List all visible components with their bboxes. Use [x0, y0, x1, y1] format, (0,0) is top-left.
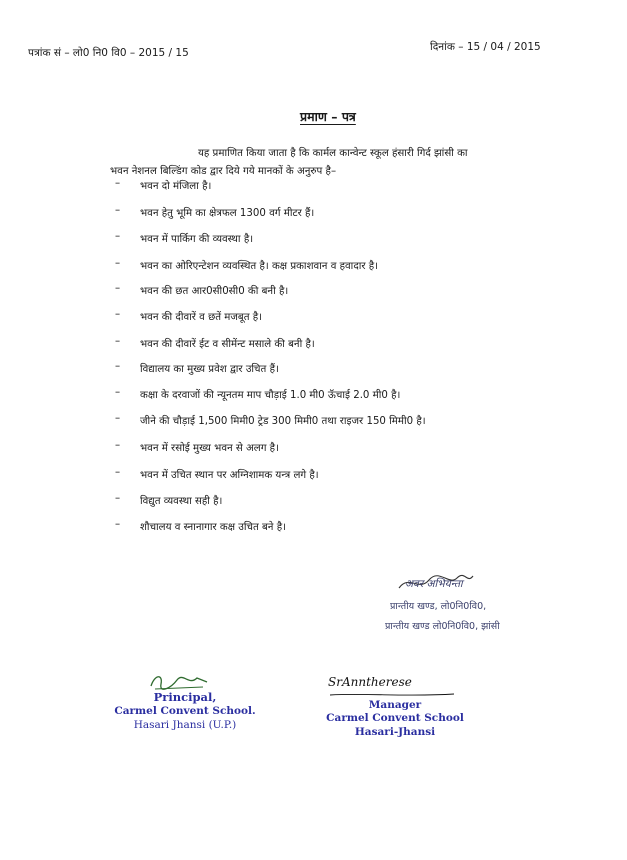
engineer-stamp-line-1: प्रान्तीय खण्ड, लो0नि0वि0, — [390, 601, 487, 612]
manager-title: Manager — [368, 699, 422, 711]
list-dash: – — [115, 519, 121, 530]
list-dash: – — [115, 387, 121, 398]
engineer-stamp-line-2: प्रान्तीय खण्ड लो0नि0वि0, झांसी — [385, 621, 500, 632]
list-item-text: भवन दो मंजिला है। — [140, 181, 212, 192]
list-item-text: जीने की चौड़ाई 1,500 मिमी0 ट्रेड 300 मिमी0 तथा राइजर 150 मिमी0 है। — [140, 416, 426, 427]
principal-school: Carmel Convent School. — [114, 705, 256, 717]
manager-place: Hasari-Jhansi — [354, 726, 436, 738]
list-item-text: भवन में पार्किग की व्यवस्था है। — [140, 234, 254, 245]
date-line: दिनांक – 15 / 04 / 2015 — [430, 41, 541, 53]
list-item-text: कक्षा के दरवाजों की न्यूनतम माप चौड़ाई 1.0 मी0 ऊॅचाई 2.0 मी0 है। — [140, 390, 401, 401]
manager-signature-underline-icon — [328, 691, 458, 699]
list-dash: – — [115, 493, 121, 504]
manager-school: Carmel Convent School — [326, 712, 464, 724]
list-dash: – — [115, 205, 121, 216]
list-item-text: भवन का ओरिएन्टेशन व्यवस्थित है। कक्ष प्रकाशवान व हवादार है। — [140, 261, 379, 272]
list-dash: – — [115, 309, 121, 320]
list-item-text: विद्युत व्यवस्था सही है। — [140, 496, 223, 507]
list-dash: – — [115, 440, 121, 451]
list-dash: – — [115, 283, 121, 294]
list-dash: – — [115, 361, 121, 372]
engineer-stamp — [385, 578, 525, 643]
list-item-text: भवन की दीवारें ईट व सीमेंन्ट मसाले की बनी है। — [140, 339, 315, 350]
principal-place: Hasari Jhansi (U.P.) — [133, 719, 237, 731]
list-item-text: शौचालय व स्नानागार कक्ष उचित बने है। — [140, 522, 286, 533]
list-item-text: विद्यालय का मुख्य प्रवेश द्वार उचित हैं। — [140, 364, 279, 375]
list-item-text: भवन में रसोई मुख्य भवन से अलग है। — [140, 443, 279, 454]
manager-signature: SrAnntherese — [328, 675, 412, 689]
list-dash: – — [115, 178, 121, 189]
engineer-signature-text: अवर अभियन्ता — [405, 578, 463, 590]
list-item-text: भवन की दीवारें व छतें मजबूत है। — [140, 312, 263, 323]
intro-line-1: यह प्रमाणित किया जाता है कि कार्मल कान्वेन्ट स्कूल हंसारी गिर्द झांसी का — [198, 148, 468, 159]
principal-signature-icon — [145, 672, 215, 692]
list-dash: – — [115, 413, 121, 424]
list-dash: – — [115, 231, 121, 242]
list-dash: – — [115, 336, 121, 347]
intro-line-2: भवन नेशनल बिल्डिंग कोड द्वार दिये गये मानकों के अनुरुप है– — [110, 166, 337, 177]
list-dash: – — [115, 467, 121, 478]
principal-title: Principal, — [153, 690, 217, 704]
list-item-text: भवन हेतु भूमि का क्षेत्रफल 1300 वर्ग मीटर हैं। — [140, 208, 315, 219]
list-item-text: भवन की छत आर0सी0सी0 की बनी है। — [140, 286, 289, 297]
document-title: प्रमाण – पत्र — [300, 109, 356, 124]
list-dash: – — [115, 258, 121, 269]
list-item-text: भवन में उचित स्थान पर अग्निशामक यन्त्र लगे है। — [140, 470, 319, 481]
reference-number: पत्रांक सं – लो0 नि0 वि0 – 2015 / 15 — [28, 47, 189, 59]
